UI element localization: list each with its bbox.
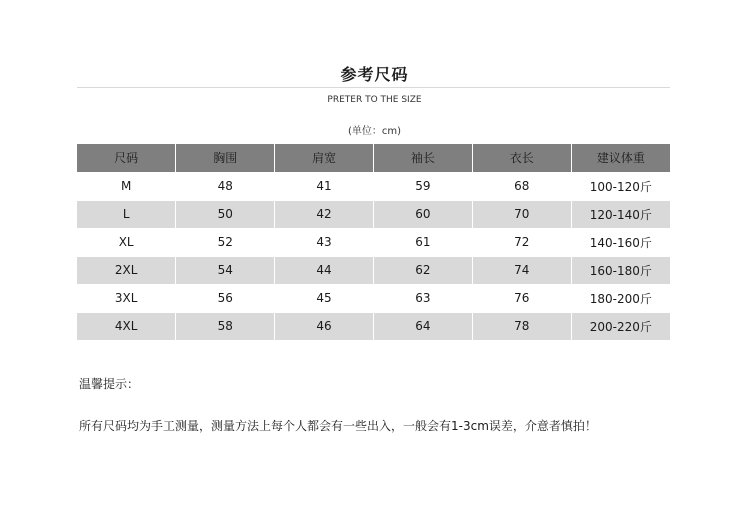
table-row xyxy=(77,256,670,284)
cell-shoulder: 46 xyxy=(275,312,374,340)
cell-chest: 52 xyxy=(176,228,275,256)
page-title: 参考尺码 xyxy=(340,65,409,84)
tips-title: 温馨提示： xyxy=(79,377,140,391)
table-header-row xyxy=(77,144,670,172)
cell-weight: 200-220斤 xyxy=(571,312,670,340)
cell-weight: 100-120斤 xyxy=(571,172,670,200)
cell-length: 68 xyxy=(472,172,571,200)
cell-sleeve: 60 xyxy=(373,200,472,228)
header-sleeve: 袖长 xyxy=(373,144,472,172)
table-row xyxy=(77,172,670,200)
cell-size: 3XL xyxy=(77,284,176,312)
size-table xyxy=(77,144,670,341)
cell-length: 76 xyxy=(472,284,571,312)
cell-shoulder: 43 xyxy=(275,228,374,256)
cell-sleeve: 63 xyxy=(373,284,472,312)
cell-shoulder: 44 xyxy=(275,256,374,284)
unit-label: (单位：cm) xyxy=(347,126,402,137)
cell-size: M xyxy=(77,172,176,200)
table-row xyxy=(77,228,670,256)
header-shoulder: 肩宽 xyxy=(275,144,374,172)
header-length: 衣长 xyxy=(472,144,571,172)
cell-sleeve: 59 xyxy=(373,172,472,200)
cell-chest: 50 xyxy=(176,200,275,228)
title-divider xyxy=(77,87,670,88)
cell-length: 78 xyxy=(472,312,571,340)
cell-size: 2XL xyxy=(77,256,176,284)
cell-size: 4XL xyxy=(77,312,176,340)
cell-shoulder: 42 xyxy=(275,200,374,228)
cell-shoulder: 45 xyxy=(275,284,374,312)
cell-chest: 48 xyxy=(176,172,275,200)
cell-weight: 140-160斤 xyxy=(571,228,670,256)
page-subtitle: PRETER TO THE SIZE xyxy=(327,95,422,105)
header-weight: 建议体重 xyxy=(571,144,670,172)
cell-length: 74 xyxy=(472,256,571,284)
cell-sleeve: 61 xyxy=(373,228,472,256)
cell-chest: 54 xyxy=(176,256,275,284)
cell-weight: 180-200斤 xyxy=(571,284,670,312)
header-size: 尺码 xyxy=(77,144,176,172)
table-row xyxy=(77,284,670,312)
cell-size: L xyxy=(77,200,176,228)
cell-chest: 56 xyxy=(176,284,275,312)
header-chest: 胸围 xyxy=(176,144,275,172)
table-row xyxy=(77,312,670,340)
cell-length: 72 xyxy=(472,228,571,256)
cell-chest: 58 xyxy=(176,312,275,340)
tips-text: 所有尺码均为手工测量，测量方法上每个人都会有一些出入，一般会有1-3cm误差，介意者慎拍！ xyxy=(79,419,597,433)
cell-weight: 160-180斤 xyxy=(571,256,670,284)
cell-shoulder: 41 xyxy=(275,172,374,200)
cell-sleeve: 64 xyxy=(373,312,472,340)
cell-size: XL xyxy=(77,228,176,256)
cell-weight: 120-140斤 xyxy=(571,200,670,228)
cell-length: 70 xyxy=(472,200,571,228)
cell-sleeve: 62 xyxy=(373,256,472,284)
table-row xyxy=(77,200,670,228)
